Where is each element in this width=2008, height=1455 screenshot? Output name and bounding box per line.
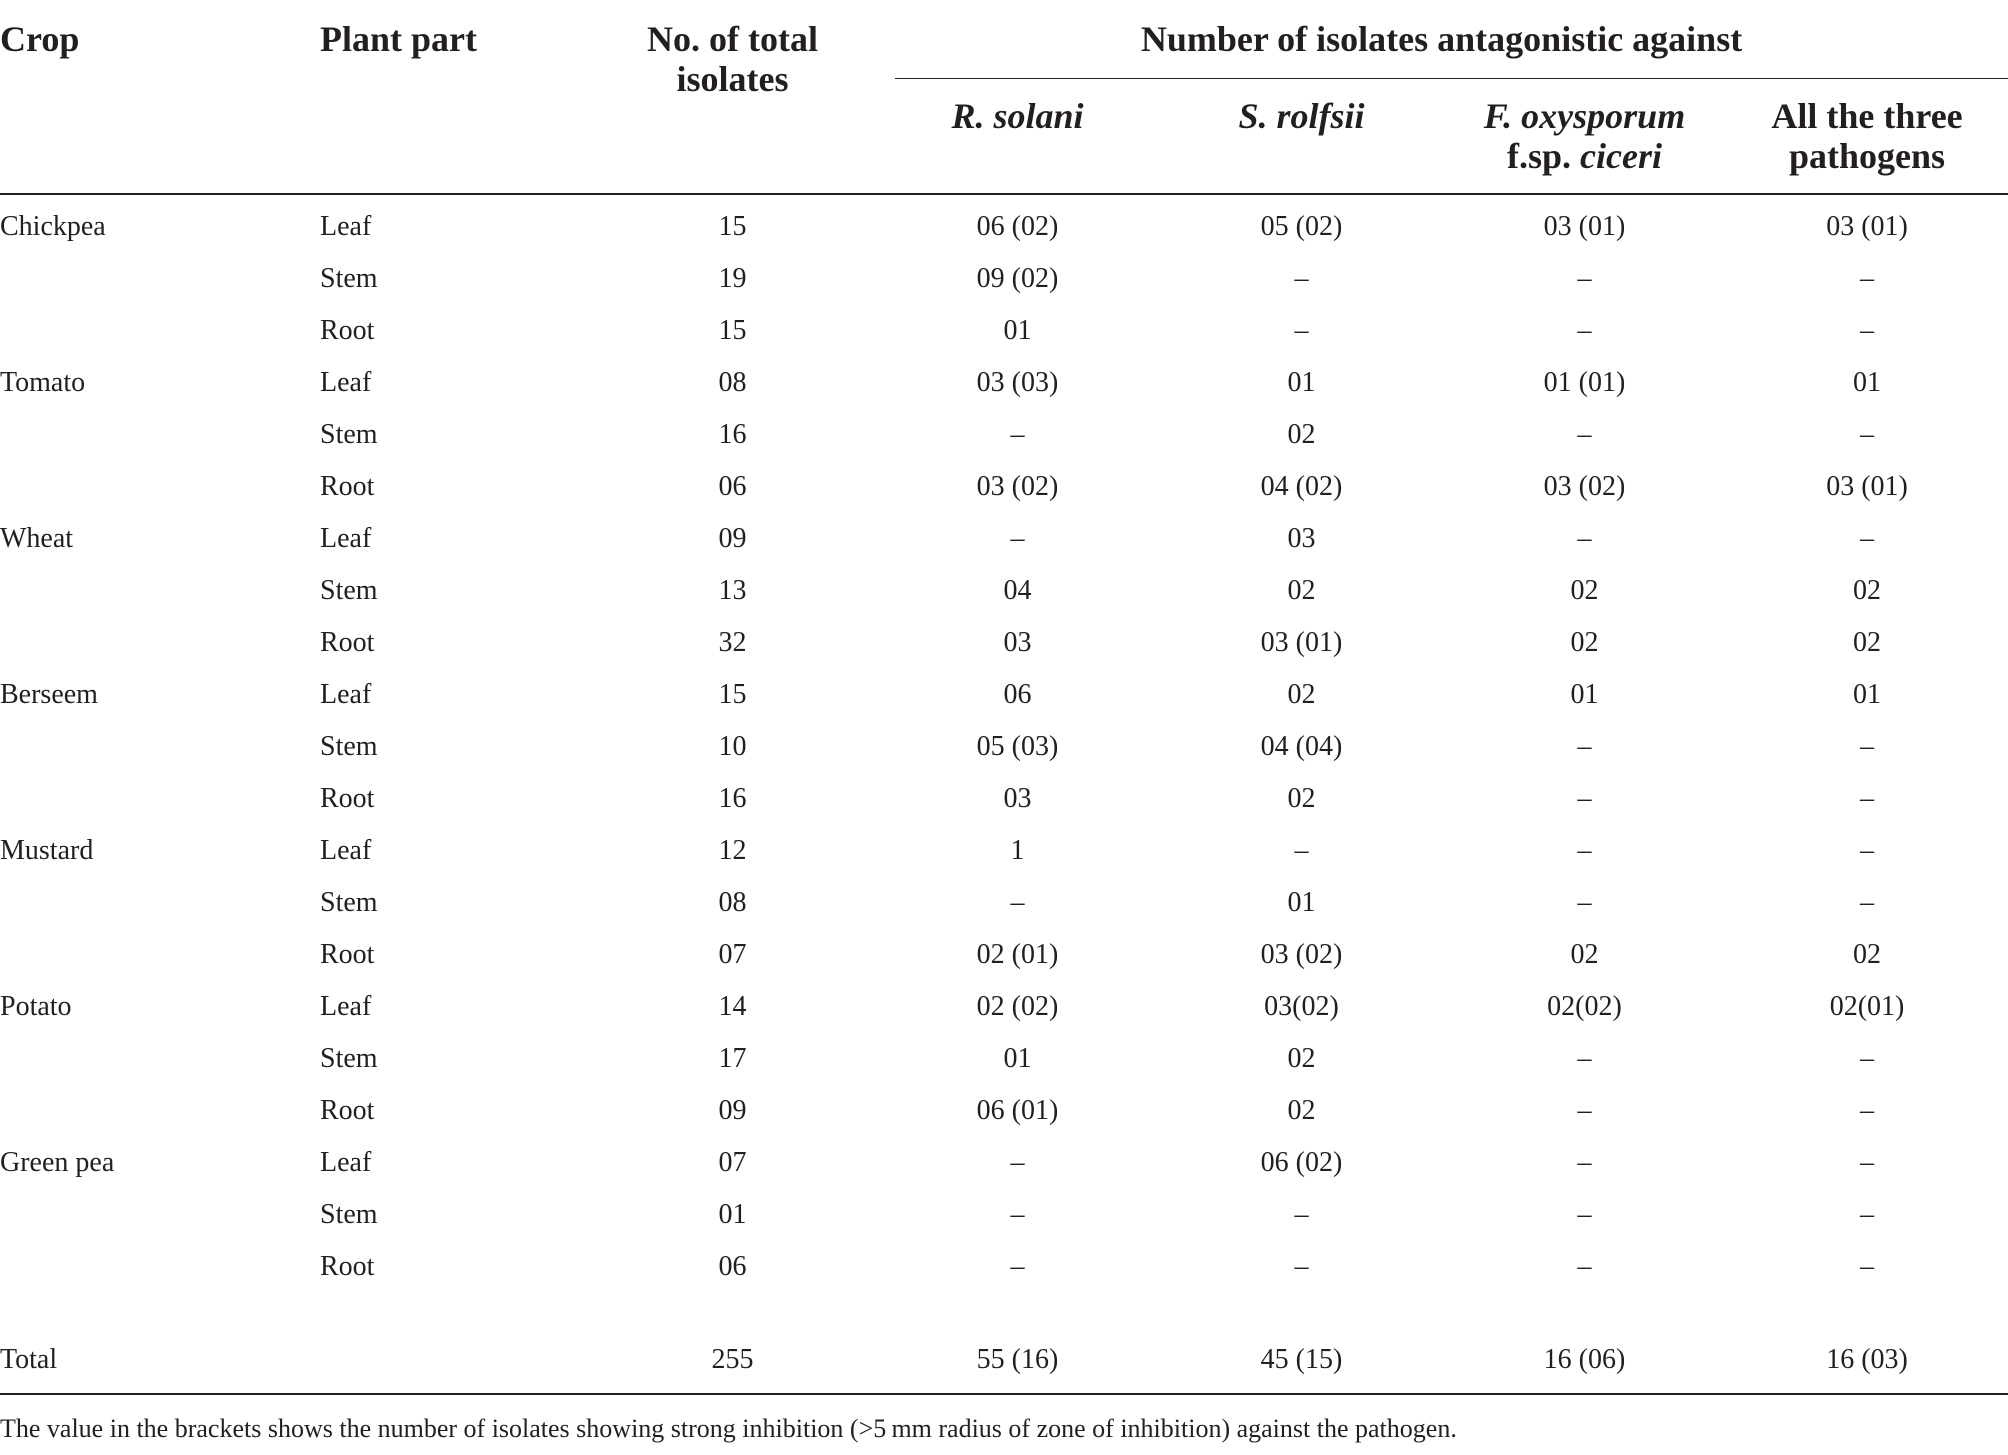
cell-s-rolfsii: 03(02) (1264, 991, 1339, 1022)
header-group-label: Number of isolates antagonistic against (1140, 19, 1743, 59)
cell-total-isolates: 19 (718, 263, 747, 294)
cell-crop (0, 1085, 320, 1137)
table-row (0, 1189, 2008, 1241)
cell-total-isolates: 07 (718, 939, 747, 970)
cell-all-three: 01 (1853, 679, 1882, 710)
cell-f-oxysporum: 01 (01) (1543, 367, 1626, 398)
cell-plant-part: Leaf (320, 835, 372, 866)
cell-crop (0, 877, 320, 929)
cell-s-rolfsii: 03 (1287, 523, 1316, 554)
cell-s-rolfsii: – (1294, 263, 1309, 294)
cell-s-rolfsii: 02 (1287, 419, 1316, 450)
total-s-rolfsii-value: 45 (15) (1160, 1327, 1443, 1394)
table-row (0, 1241, 2008, 1293)
cell-f-oxysporum: – (1577, 1043, 1592, 1074)
table-row (0, 721, 2008, 773)
cell-crop (0, 253, 320, 305)
cell-all-three: 02 (1853, 627, 1882, 658)
cell-r-solani: – (1010, 887, 1025, 918)
cell-plant-part: Root (320, 1251, 375, 1282)
cell-all-three: 02 (1853, 939, 1882, 970)
cell-plant-part: Leaf (320, 1147, 372, 1178)
cell-s-rolfsii: 02 (1287, 783, 1316, 814)
cell-s-rolfsii: – (1294, 315, 1309, 346)
header-fsp-text: f.sp. (1507, 136, 1581, 176)
table-row (0, 825, 2008, 877)
cell-s-rolfsii: – (1294, 835, 1309, 866)
cell-r-solani: 01 (1003, 315, 1032, 346)
cell-crop (0, 929, 320, 981)
cell-plant-part: Leaf (320, 679, 372, 710)
cell-all-three: – (1860, 523, 1875, 554)
cell-f-oxysporum: – (1577, 263, 1592, 294)
header-all-three: All the three pathogens (1726, 79, 2008, 194)
table-row (0, 194, 2008, 253)
cell-f-oxysporum: – (1577, 419, 1592, 450)
cell-total-isolates: 07 (718, 1147, 747, 1178)
table-total (0, 1293, 2008, 1394)
cell-r-solani: 03 (03) (976, 367, 1059, 398)
table-row (0, 565, 2008, 617)
cell-f-oxysporum: – (1577, 835, 1592, 866)
cell-r-solani: – (1010, 523, 1025, 554)
cell-crop (0, 461, 320, 513)
table-row (0, 253, 2008, 305)
cell-f-oxysporum: 02 (1570, 575, 1599, 606)
cell-s-rolfsii: 04 (04) (1260, 731, 1343, 762)
header-plant-part: Plant part (320, 0, 590, 194)
table-body (0, 194, 2008, 1293)
cell-total-isolates: 15 (718, 679, 747, 710)
cell-total-isolates: 17 (718, 1043, 747, 1074)
cell-crop (0, 1033, 320, 1085)
cell-all-three: 03 (01) (1826, 471, 1908, 502)
cell-all-three: – (1860, 1043, 1875, 1074)
header-s-rolfsii (1160, 79, 1443, 194)
cell-plant-part: Stem (320, 419, 378, 450)
cell-total-isolates: 16 (718, 783, 747, 814)
table-row (0, 929, 2008, 981)
cell-r-solani: – (1010, 419, 1025, 450)
cell-total-isolates: 10 (718, 731, 747, 762)
cell-total-isolates: 06 (718, 1251, 747, 1282)
table-header (0, 0, 2008, 194)
cell-r-solani: 04 (1003, 575, 1032, 606)
cell-all-three: – (1860, 731, 1875, 762)
cell-f-oxysporum: 03 (01) (1543, 211, 1626, 242)
cell-plant-part: Leaf (320, 367, 372, 398)
cell-r-solani: 02 (02) (976, 991, 1059, 1022)
table-row (0, 1137, 2008, 1189)
cell-plant-part: Root (320, 939, 375, 970)
cell-f-oxysporum: – (1577, 783, 1592, 814)
cell-r-solani: 02 (01) (976, 939, 1059, 970)
cell-total-isolates: 09 (718, 1095, 747, 1126)
cell-crop: Green pea (0, 1147, 115, 1178)
cell-plant-part: Stem (320, 1199, 378, 1230)
header-total-isolates: No. of total isolates (590, 0, 875, 194)
cell-total-isolates: 13 (718, 575, 747, 606)
header-crop: Crop (0, 0, 320, 194)
total-r-solani-value: 55 (16) (875, 1327, 1160, 1394)
cell-s-rolfsii: 01 (1287, 367, 1316, 398)
table-row (0, 461, 2008, 513)
table-row (0, 773, 2008, 825)
cell-crop: Chickpea (0, 211, 106, 242)
cell-plant-part: Root (320, 627, 375, 658)
cell-total-isolates: 15 (718, 211, 747, 242)
cell-s-rolfsii: 06 (02) (1260, 1147, 1343, 1178)
cell-crop: Mustard (0, 835, 94, 866)
cell-total-isolates: 32 (718, 627, 747, 658)
cell-s-rolfsii: 03 (02) (1260, 939, 1343, 970)
cell-plant-part: Stem (320, 263, 378, 294)
cell-plant-part: Root (320, 783, 375, 814)
cell-crop (0, 773, 320, 825)
cell-s-rolfsii: 02 (1287, 1095, 1316, 1126)
cell-r-solani: 03 (1003, 783, 1032, 814)
cell-s-rolfsii: 02 (1287, 679, 1316, 710)
total-isolates-value: 255 (590, 1327, 875, 1394)
table-row (0, 1085, 2008, 1137)
cell-crop (0, 409, 320, 461)
cell-all-three: – (1860, 783, 1875, 814)
cell-f-oxysporum: 03 (02) (1543, 471, 1626, 502)
cell-f-oxysporum: – (1577, 1147, 1592, 1178)
cell-crop (0, 565, 320, 617)
cell-crop (0, 617, 320, 669)
cell-r-solani: – (1010, 1147, 1025, 1178)
cell-all-three: – (1860, 1095, 1875, 1126)
cell-crop (0, 1241, 320, 1293)
cell-plant-part: Root (320, 315, 375, 346)
cell-all-three: 02 (1853, 575, 1882, 606)
cell-total-isolates: 08 (718, 887, 747, 918)
total-f-oxysporum-value: 16 (06) (1443, 1327, 1726, 1394)
cell-s-rolfsii: 04 (02) (1260, 471, 1343, 502)
table-row (0, 1033, 2008, 1085)
cell-r-solani: – (1010, 1199, 1025, 1230)
table-row (0, 877, 2008, 929)
cell-total-isolates: 14 (718, 991, 747, 1022)
cell-plant-part: Stem (320, 731, 378, 762)
cell-total-isolates: 09 (718, 523, 747, 554)
header-s-rolfsii-text: S. rolfsii (1238, 96, 1365, 136)
cell-plant-part: Root (320, 1095, 375, 1126)
cell-r-solani: 09 (02) (976, 263, 1059, 294)
cell-total-isolates: 15 (718, 315, 747, 346)
cell-total-isolates: 06 (718, 471, 747, 502)
total-all-three-value: 16 (03) (1726, 1327, 2008, 1394)
cell-plant-part: Stem (320, 1043, 378, 1074)
header-r-solani-text: R. solani (951, 96, 1084, 136)
table-row (0, 409, 2008, 461)
cell-f-oxysporum: 01 (1570, 679, 1599, 710)
total-label: Total (0, 1327, 320, 1394)
cell-crop (0, 721, 320, 773)
table-row (0, 513, 2008, 565)
cell-f-oxysporum: 02(02) (1547, 991, 1622, 1022)
cell-crop: Berseem (0, 679, 98, 710)
cell-all-three: 02(01) (1829, 991, 1905, 1022)
cell-plant-part: Stem (320, 887, 378, 918)
cell-r-solani: 03 (02) (976, 471, 1059, 502)
cell-r-solani: 03 (1003, 627, 1032, 658)
cell-s-rolfsii: – (1294, 1251, 1309, 1282)
cell-all-three: – (1860, 1199, 1875, 1230)
cell-total-isolates: 08 (718, 367, 747, 398)
header-ciceri-text: ciceri (1580, 136, 1662, 176)
cell-all-three: – (1860, 887, 1875, 918)
total-row (0, 1327, 2008, 1394)
cell-all-three: – (1860, 1251, 1875, 1282)
cell-s-rolfsii: 02 (1287, 575, 1316, 606)
cell-f-oxysporum: – (1577, 887, 1592, 918)
cell-f-oxysporum: – (1577, 731, 1592, 762)
cell-s-rolfsii: – (1294, 1199, 1309, 1230)
cell-r-solani: 05 (03) (976, 731, 1059, 762)
cell-s-rolfsii: 05 (02) (1260, 211, 1343, 242)
cell-r-solani: 06 (1003, 679, 1032, 710)
table-row (0, 305, 2008, 357)
cell-f-oxysporum: – (1577, 1251, 1592, 1282)
cell-total-isolates: 16 (718, 419, 747, 450)
cell-s-rolfsii: 01 (1287, 887, 1316, 918)
table-row (0, 669, 2008, 721)
cell-f-oxysporum: – (1577, 1095, 1592, 1126)
cell-total-isolates: 01 (718, 1199, 747, 1230)
table-row (0, 981, 2008, 1033)
cell-all-three: – (1860, 315, 1875, 346)
table-footnote: The value in the brackets shows the number of isolates showing strong inhibition (>5 mm radius of zone of inhibition) against the pathogen. (0, 1414, 1457, 1443)
cell-s-rolfsii: 03 (01) (1260, 627, 1343, 658)
cell-all-three: 01 (1853, 367, 1882, 398)
cell-r-solani: 06 (01) (976, 1095, 1059, 1126)
cell-f-oxysporum: – (1577, 1199, 1592, 1230)
cell-crop (0, 305, 320, 357)
table-row (0, 617, 2008, 669)
cell-crop (0, 1189, 320, 1241)
cell-f-oxysporum: – (1577, 523, 1592, 554)
cell-all-three: 03 (01) (1826, 211, 1908, 242)
cell-r-solani: 1 (1010, 835, 1025, 866)
table-row (0, 357, 2008, 409)
cell-all-three: – (1860, 419, 1875, 450)
cell-all-three: – (1860, 263, 1875, 294)
cell-f-oxysporum: 02 (1570, 627, 1599, 658)
cell-plant-part: Leaf (320, 211, 372, 242)
cell-crop: Wheat (0, 523, 74, 554)
header-group-antagonistic (875, 0, 2008, 79)
cell-plant-part: Root (320, 471, 375, 502)
cell-plant-part: Leaf (320, 991, 372, 1022)
cell-all-three: – (1860, 1147, 1875, 1178)
cell-r-solani: 01 (1003, 1043, 1032, 1074)
cell-total-isolates: 12 (718, 835, 747, 866)
cell-crop: Potato (0, 991, 72, 1022)
cell-s-rolfsii: 02 (1287, 1043, 1316, 1074)
cell-plant-part: Leaf (320, 523, 372, 554)
cell-f-oxysporum: 02 (1570, 939, 1599, 970)
cell-r-solani: 06 (02) (976, 211, 1059, 242)
header-r-solani (875, 79, 1160, 194)
cell-f-oxysporum: – (1577, 315, 1592, 346)
header-f-oxysporum (1443, 79, 1726, 194)
cell-crop: Tomato (0, 367, 86, 398)
header-f-oxysporum-text: F. oxysporum (1483, 96, 1686, 136)
cell-all-three: – (1860, 835, 1875, 866)
cell-r-solani: – (1010, 1251, 1025, 1282)
cell-plant-part: Stem (320, 575, 378, 606)
